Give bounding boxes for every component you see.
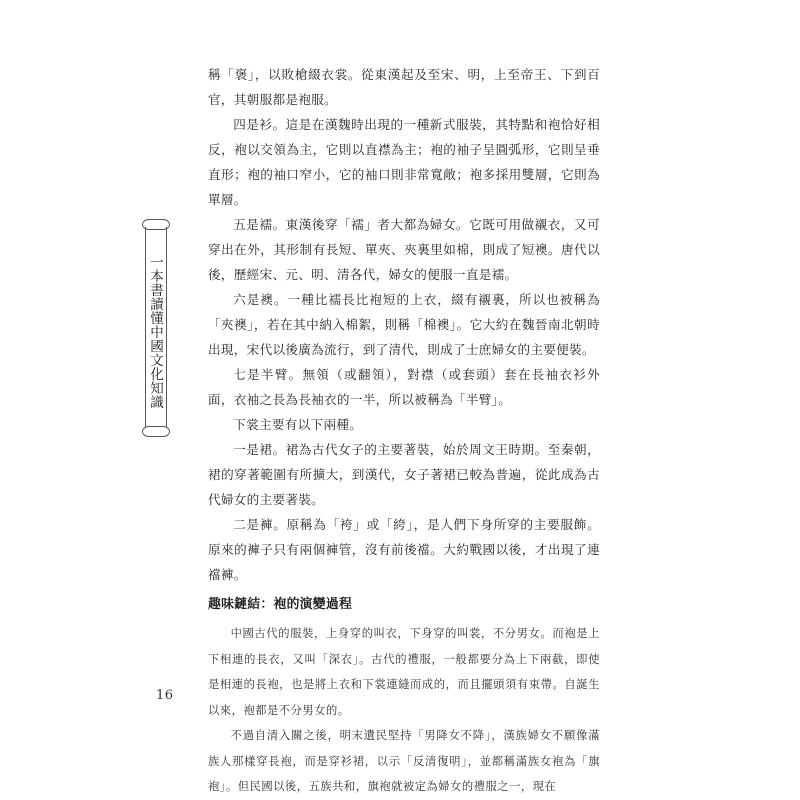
series-banner [145, 219, 167, 437]
sidebar-paragraph: 不過自清入關之後，明末遺民堅持「男降女不降」，漢族婦女不願像滿族人那樣穿長袍，而是穿衫裙，以示「反清復明」，並都稱滿族女袍為「旗袍」。但民國以後，五族共和，旗袍就被定為婦女的禮服之一，現在 [208, 729, 600, 793]
paragraph: 下裳主要有以下兩種。 [233, 417, 363, 432]
paragraph: 六是襖。一種比襦長比袍短的上衣，綴有襯裏，所以也被稱為「夾襖」，若在其中納入棉絮，則稱「棉襖」。它大約在魏晉南北朝時出現，宋代以後廣為流行，到了清代，則成了士庶婦女的主要便裝。 [208, 292, 600, 357]
sidebar-heading: 趣味鏈結：袍的演變過程 [208, 597, 353, 612]
paragraph: 七是半臂。無領（或翻領），對襟（或套頭）套在長袖衣衫外面，衣袖之長為長袖衣的一半，所以被稱為「半臂」。 [208, 367, 600, 407]
sidebar-paragraph: 中國古代的服裝，上身穿的叫衣，下身穿的叫裳，不分男女。而袍是上下相連的長衣，又叫「深衣」。古代的禮服，一般都要分為上下兩截，即使是相連的長袍，也是將上衣和下裳連縫而成的，而且擺頭須有束帶。自誕生以來，袍都是不分男女的。 [208, 627, 600, 717]
paragraph: 一是裙。裙為古代女子的主要著裝，始於周文王時期。至秦朝，裙的穿著範圍有所擴大，到漢代，女子著裙已較為普遍，從此成為古代婦女的主要著裝。 [208, 442, 600, 507]
paragraph: 二是褲。原稱為「袴」或「絝」，是人們下身所穿的主要服飾。原來的褲子只有兩個褲管，沒有前後襠。大約戰國以後，才出現了連襠褲。 [208, 517, 600, 582]
main-text [208, 62, 600, 800]
paragraph: 五是襦。東漢後穿「襦」者大都為婦女。它既可用做襯衣，又可穿出在外，其形制有長短、單夾、夾裏里如棉，則成了短襖。唐代以後，歷經宋、元、明、清各代，婦女的便服一直是襦。 [208, 217, 600, 282]
page-number: 16 [156, 688, 174, 703]
banner-bottom-cap [142, 426, 170, 437]
series-title: 一本書讀懂中國文化知識 [147, 255, 163, 409]
paragraph: 稱「褒」，以敗槍綴衣裳。從東漢起及至宋、明，上至帝王、下到百官，其朝服都是袍服。 [208, 67, 600, 107]
paragraph: 四是衫。這是在漢魏時出現的一種新式服裝，其特點和袍恰好相反，袍以交領為主，它則以直襟為主；袍的袖子呈圓弧形，它則呈垂直形；袍的袖口窄小，它的袖口則非常寬敞；袍多採用雙層，它則為單層。 [208, 117, 600, 207]
sidebar-box [208, 621, 600, 800]
